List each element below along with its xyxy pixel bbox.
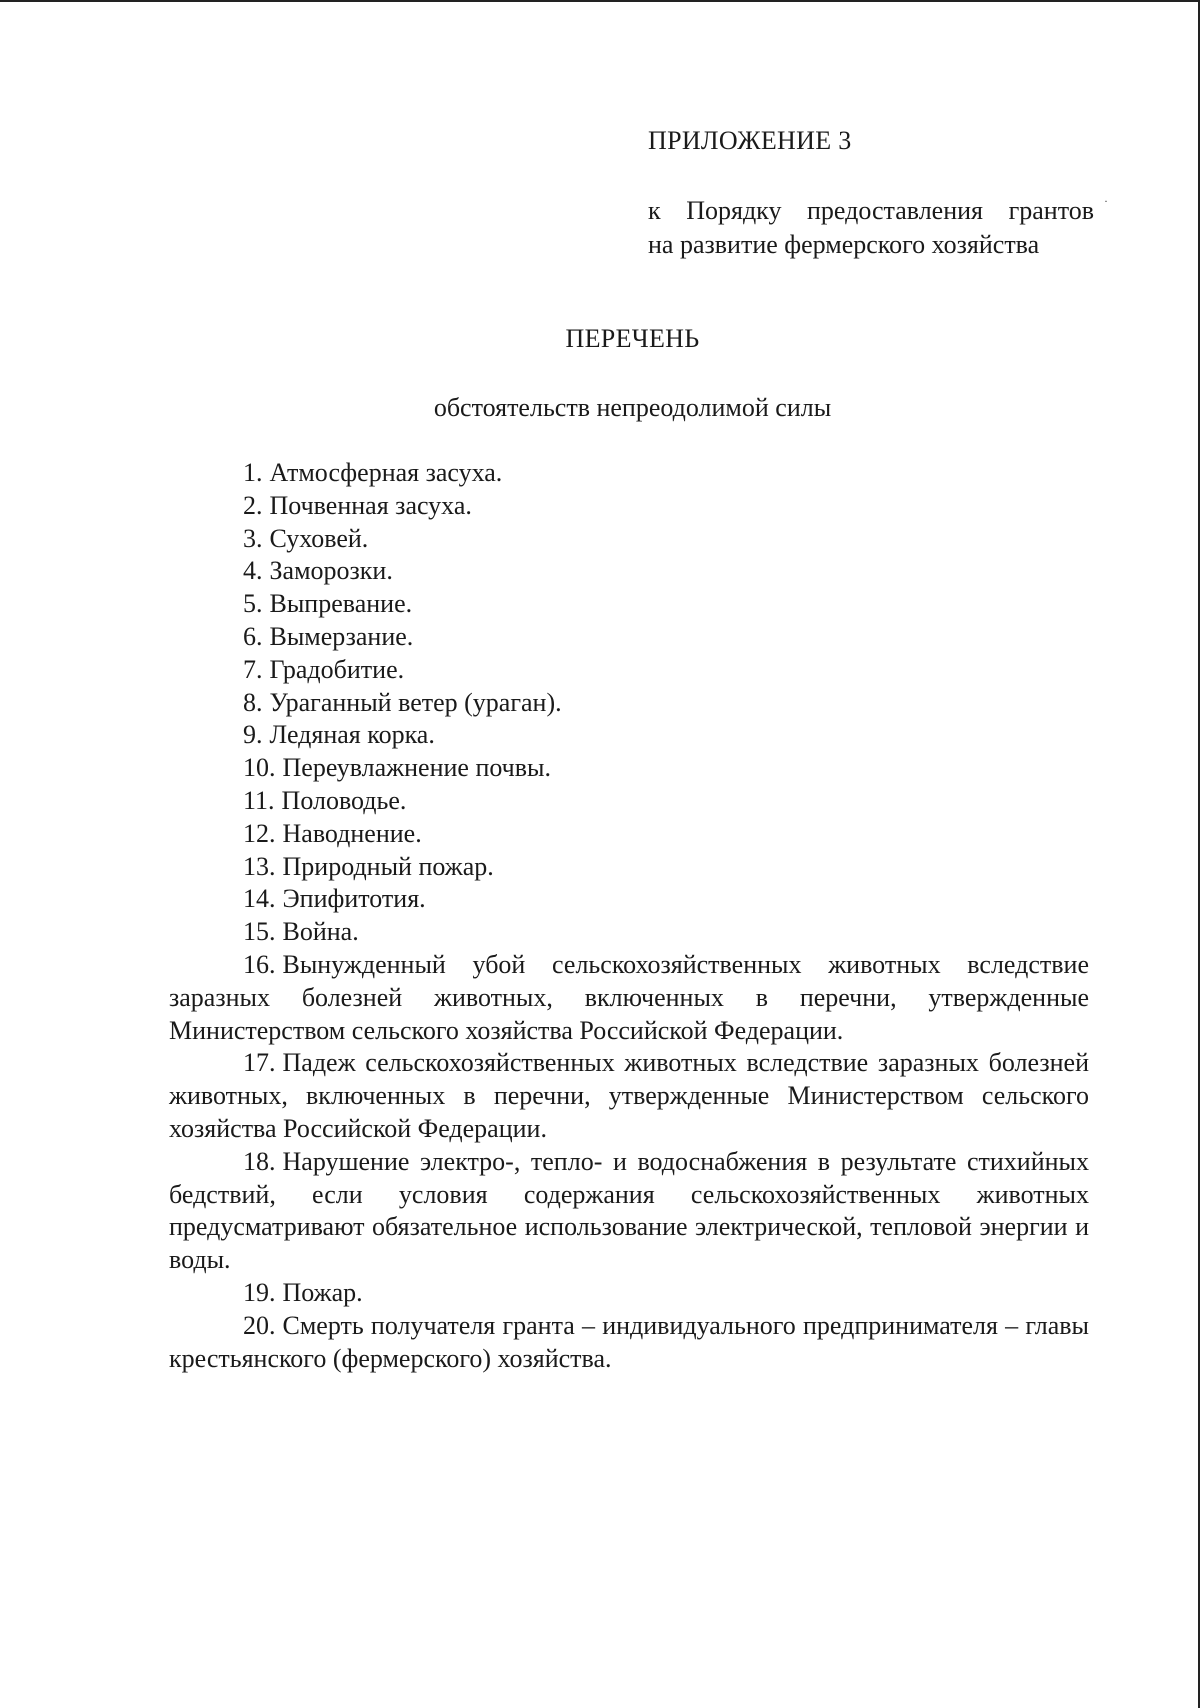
list-item	[169, 883, 1089, 916]
item-number: 15.	[243, 917, 276, 947]
list-item	[169, 457, 1089, 490]
list-item	[169, 818, 1089, 851]
item-text: Нарушение электро-, тепло- и водоснабжения в результате стихийных бедствий, если условия содержания сельскохозяйственных животных предусматривают обязательное использование электрической, тепловой энергии и воды.	[169, 1146, 1089, 1275]
list-item	[169, 555, 1089, 588]
item-text: Эпифитотия.	[282, 884, 426, 914]
appendix-reference-line: к Порядку предоставления грантов	[648, 196, 1094, 225]
item-number: 9.	[243, 720, 263, 750]
item-number: 20.	[243, 1310, 276, 1340]
item-text: Пожар.	[282, 1277, 363, 1307]
item-text: Природный пожар.	[282, 851, 494, 881]
list-item	[169, 1277, 1089, 1310]
item-number: 4.	[243, 556, 263, 586]
item-text: Переувлажнение почвы.	[282, 753, 552, 783]
list-item	[169, 654, 1089, 687]
item-text: Заморозки.	[269, 556, 393, 586]
item-number: 8.	[243, 687, 263, 717]
item-text: Вынужденный убой сельскохозяйственных животных вследствие заразных болезней животных, включенных в перечни, утвержденные Министерством сельского хозяйства Российской Федерации.	[169, 949, 1089, 1045]
document-subtitle: обстоятельств непреодолимой силы	[433, 393, 832, 422]
list-item	[169, 1310, 1089, 1376]
item-number: 18.	[243, 1146, 276, 1176]
item-text: Выпревание.	[269, 589, 413, 619]
item-number: 16.	[243, 949, 276, 979]
item-number: 5.	[243, 589, 263, 619]
list-item	[169, 687, 1089, 720]
list-item	[169, 851, 1089, 884]
item-text: Градобитие.	[269, 654, 405, 684]
item-text: Ледяная корка.	[269, 720, 435, 750]
list-item	[169, 1146, 1089, 1277]
item-number: 11.	[243, 785, 275, 815]
item-number: 19.	[243, 1277, 276, 1307]
list-item	[169, 719, 1089, 752]
item-text: Суховей.	[269, 523, 369, 553]
list-item	[169, 785, 1089, 818]
list-item	[169, 752, 1089, 785]
item-number: 17.	[243, 1048, 276, 1078]
item-text: Война.	[282, 917, 359, 947]
item-text: Вымерзание.	[269, 621, 414, 651]
appendix-reference-line: на развитие фермерского хозяйства	[648, 230, 1040, 259]
item-number: 3.	[243, 523, 263, 553]
appendix-reference	[648, 194, 1094, 262]
item-number: 13.	[243, 851, 276, 881]
list-item	[169, 523, 1089, 556]
list-item	[169, 490, 1089, 523]
list-item	[169, 1047, 1089, 1145]
document-title: ПЕРЕЧЕНЬ	[565, 324, 700, 353]
item-text: Наводнение.	[282, 818, 422, 848]
list-item	[169, 949, 1089, 1047]
item-number: 12.	[243, 818, 276, 848]
item-text: Смерть получателя гранта – индивидуального предпринимателя – главы крестьянского (фермерского) хозяйства.	[169, 1310, 1089, 1373]
item-number: 1.	[243, 458, 263, 487]
item-text: Ураганный ветер (ураган).	[269, 687, 562, 717]
item-text: Почвенная засуха.	[269, 490, 472, 520]
item-text: Половодье.	[281, 785, 407, 815]
item-number: 2.	[243, 490, 263, 520]
list-item	[169, 916, 1089, 949]
appendix-label: ПРИЛОЖЕНИЕ 3	[648, 126, 852, 155]
item-text: Атмосферная засуха.	[269, 458, 503, 487]
force-majeure-list	[169, 457, 1089, 1375]
item-number: 10.	[243, 753, 276, 783]
list-item	[169, 621, 1089, 654]
item-number: 7.	[243, 654, 263, 684]
scan-speck: ·	[1104, 194, 1108, 208]
list-item	[169, 588, 1089, 621]
item-text: Падеж сельскохозяйственных животных вследствие заразных болезней животных, включенных в перечни, утвержденные Министерством сельского хозяйства Российской Федерации.	[169, 1048, 1089, 1143]
item-number: 6.	[243, 621, 263, 651]
item-number: 14.	[243, 884, 276, 914]
